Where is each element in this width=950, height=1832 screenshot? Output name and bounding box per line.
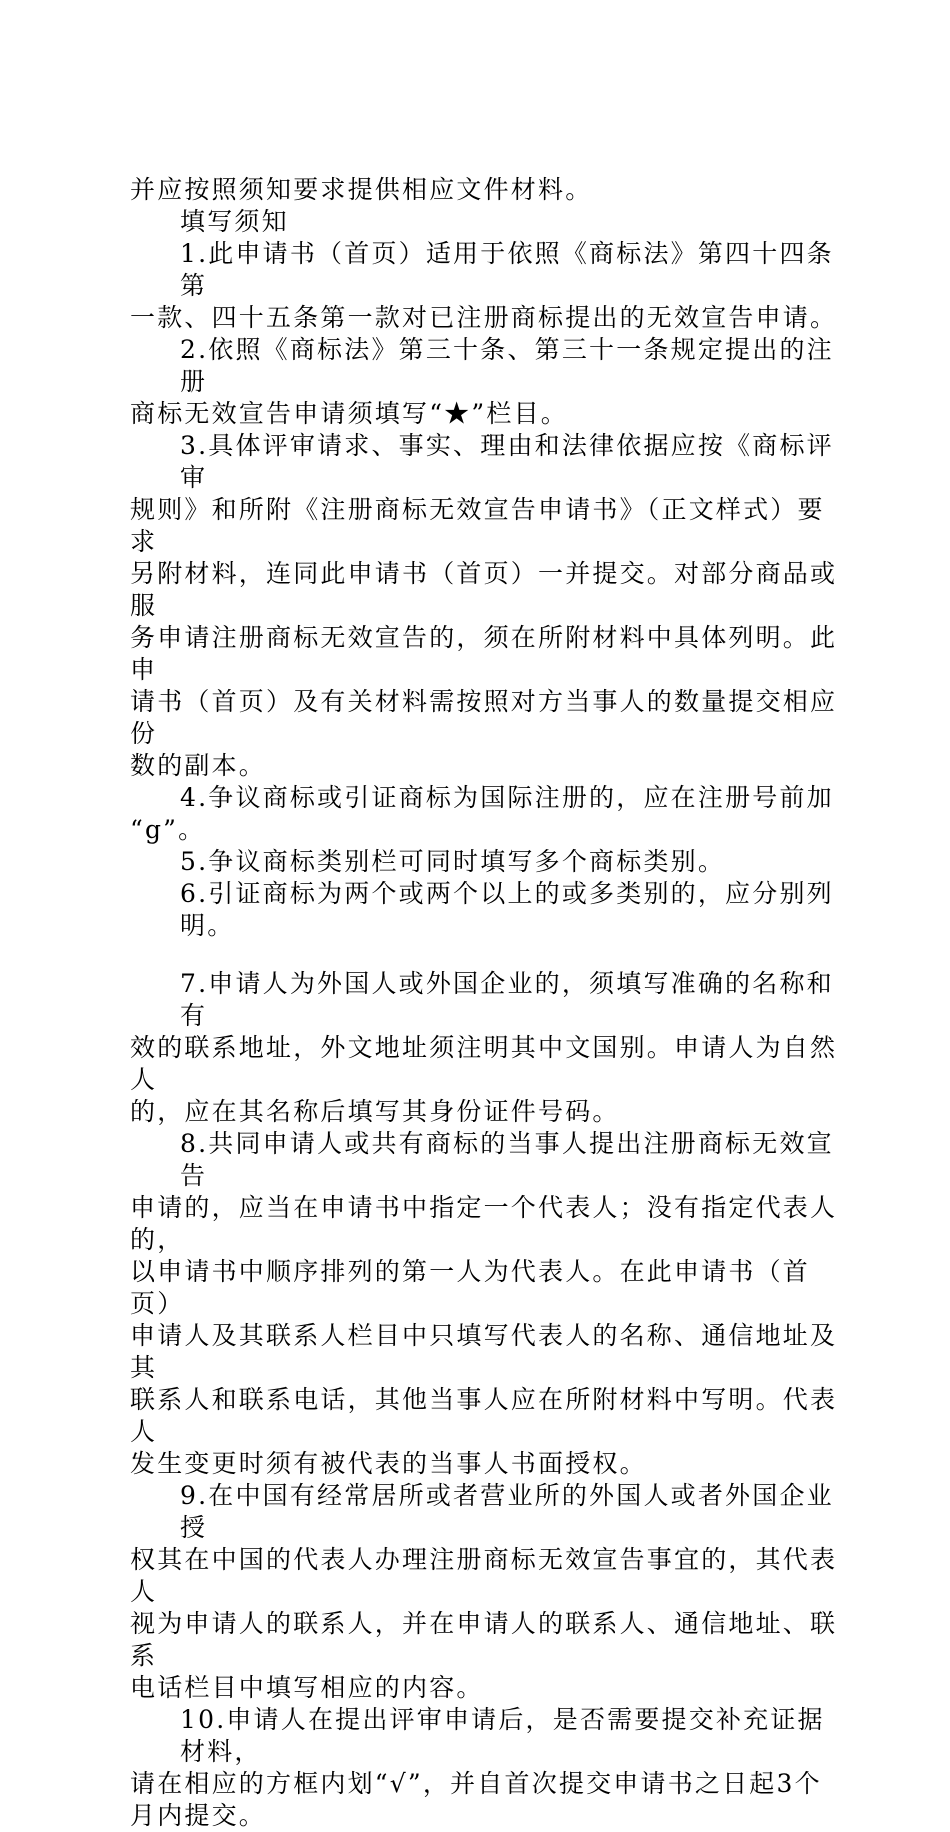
notice-line: 9.在中国有经常居所或者营业所的外国人或者外国企业授 — [180, 1481, 834, 1542]
notice-line: 规则》和所附《注册商标无效宣告申请书》（正文样式）要求 — [130, 495, 825, 556]
notice-line: 5.争议商标类别栏可同时填写多个商标类别。 — [180, 847, 726, 876]
notice-line: 月内提交。 — [130, 1801, 267, 1830]
section-heading: 填写须知 — [180, 207, 289, 236]
notice-line: 请书（首页）及有关材料需按照对方当事人的数量提交相应份 — [130, 687, 838, 748]
notice-item-2 — [130, 334, 850, 430]
notice-line: 联系人和联系电话，其他当事人应在所附材料中写明。代表人 — [130, 1385, 838, 1446]
notice-item-5 — [130, 846, 850, 878]
intro-text: 并应按照须知要求提供相应文件材料。 — [130, 175, 593, 204]
notice-line: 申请的，应当在申请书中指定一个代表人；没有指定代表人的， — [130, 1193, 838, 1254]
notice-item-1 — [130, 238, 850, 334]
notice-line: 7.申请人为外国人或外国企业的，须填写准确的名称和有 — [180, 969, 834, 1030]
notice-line: 电话栏目中填写相应的内容。 — [130, 1673, 484, 1702]
notice-line: 8.共同申请人或共有商标的当事人提出注册商标无效宣告 — [180, 1129, 834, 1190]
notice-line: 商标无效宣告申请须填写“★”栏目。 — [130, 399, 568, 428]
notice-line: 视为申请人的联系人，并在申请人的联系人、通信地址、联系 — [130, 1609, 838, 1670]
notice-line: 一款、四十五条第一款对已注册商标提出的无效宣告申请。 — [130, 303, 838, 332]
notice-item-7 — [130, 968, 850, 1128]
notice-line: 10.申请人在提出评审申请后，是否需要提交补充证据材料， — [180, 1705, 825, 1766]
notice-line: 申请人及其联系人栏目中只填写代表人的名称、通信地址及其 — [130, 1321, 838, 1382]
notice-line: 2.依照《商标法》第三十条、第三十一条规定提出的注册 — [180, 335, 834, 396]
notice-line: 6.引证商标为两个或两个以上的或多类别的，应分别列明。 — [180, 879, 834, 940]
notice-line: 另附材料，连同此申请书（首页）一并提交。对部分商品或服 — [130, 559, 838, 620]
document-page — [130, 174, 850, 1832]
notice-line: 权其在中国的代表人办理注册商标无效宣告事宜的，其代表人 — [130, 1545, 838, 1606]
notice-line: “g”。 — [130, 815, 206, 844]
notice-line: 的，应在其名称后填写其身份证件号码。 — [130, 1097, 620, 1126]
notice-line: 以申请书中顺序排列的第一人为代表人。在此申请书（首页） — [130, 1257, 811, 1318]
notice-line: 请在相应的方框内划“√”，并自首次提交申请书之日起3个 — [130, 1769, 822, 1798]
notice-item-4 — [130, 782, 850, 846]
notice-item-9 — [130, 1480, 850, 1704]
notice-item-6 — [130, 878, 850, 942]
notice-line: 数的副本。 — [130, 751, 267, 780]
notice-line: 务申请注册商标无效宣告的，须在所附材料中具体列明。此申 — [130, 623, 838, 684]
notice-line: 3.具体评审请求、事实、理由和法律依据应按《商标评审 — [180, 431, 834, 492]
notice-item-8 — [130, 1128, 850, 1480]
notice-line: 发生变更时须有被代表的当事人书面授权。 — [130, 1449, 647, 1478]
notice-item-10 — [130, 1704, 850, 1832]
notice-line: 4.争议商标或引证商标为国际注册的，应在注册号前加 — [180, 783, 834, 812]
notice-line: 1.此申请书（首页）适用于依照《商标法》第四十四条第 — [180, 239, 834, 300]
paragraph-gap — [130, 942, 850, 968]
notice-item-3 — [130, 430, 850, 782]
notice-line: 效的联系地址，外文地址须注明其中文国别。申请人为自然人 — [130, 1033, 838, 1094]
